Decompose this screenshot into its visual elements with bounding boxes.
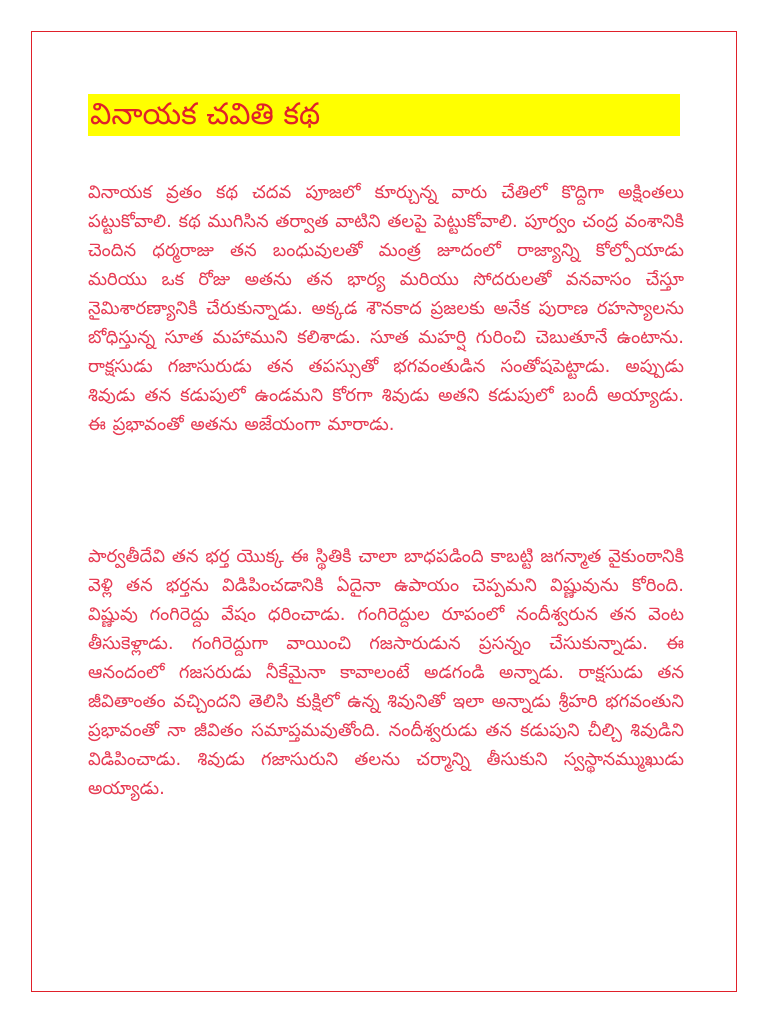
story-paragraph-2: పార్వతీదేవి తన భర్త యొక్క ఈ స్థితికి చాలా బాధపడింది కాబట్టి జగన్మాత వైకుంఠానికి వెళ్లి తన భర్తను విడిపించడానికి ఏదైనా ఉపాయం చెప్పమని విష్ణువును కోరింది. విష్ణువు గంగిరెద్దు వేషం ధరించాడు. గంగిరెద్దుల రూపంలో నందీశ్వరున తన వెంట తీసుకెళ్లాడు. గంగిరెద్దుగా వాయించి గజసారుడున ప్రసన్నం చేసుకున్నాడు. ఈ ఆనందంలో గజసరుడు నీకేమైనా కావాలంటే అడగండి అన్నాడు. రాక్షసుడు తన జీవితాంతం వచ్చిందని తెలిసి కుక్షిలో ఉన్న శివునితో ఇలా అన్నాడు శ్రీహరి భగవంతుని ప్రభావంతో నా జీవితం సమాప్తమవుతోంది. నందీశ్వరుడు తన కడుపుని చీల్చి శివుడిని విడిపించాడు. శివుడు గజాసురుని తలను చర్మాన్ని తీసుకుని స్వస్థానమ్ముఖుడు అయ్యాడు.: [88, 546, 684, 799]
page-frame: [31, 31, 737, 992]
title-highlight: [88, 94, 680, 136]
page-title: వినాయక చవితి కథ: [90, 97, 321, 132]
story-paragraph-1: వినాయక వ్రతం కథ చదవ పూజలో కూర్చున్న వారు చేతిలో కొద్దిగా అక్షింతలు పట్టుకోవాలి. కథ ముగిసిన తర్వాత వాటిని తలపై పెట్టుకోవాలి. పూర్వం చంద్ర వంశానికి చెందిన ధర్మరాజు తన బంధువులతో మంత్ర జూదంలో రాజ్యాన్ని కోల్పోయాడు మరియు ఒక రోజు అతను తన భార్య మరియు సోదరులతో వనవాసం చేస్తూ నైమిశారణ్యానికి చేరుకున్నాడు. అక్కడ శౌనకాద ప్రజలకు అనేక పురాణ రహస్యాలను బోధిస్తున్న సూత మహాముని కలిశాడు. సూత మహర్షి గురించి చెబుతూనే ఉంటాను. రాక్షసుడు గజాసురుడు తన తపస్సుతో భగవంతుడిన సంతోషపెట్టాడు. అప్పుడు శివుడు తన కడుపులో ఉండమని కోరగా శివుడు అతని కడుపులో బందీ అయ్యాడు. ఈ ప్రభావంతో అతను అజేయంగా మారాడు.: [88, 182, 684, 435]
